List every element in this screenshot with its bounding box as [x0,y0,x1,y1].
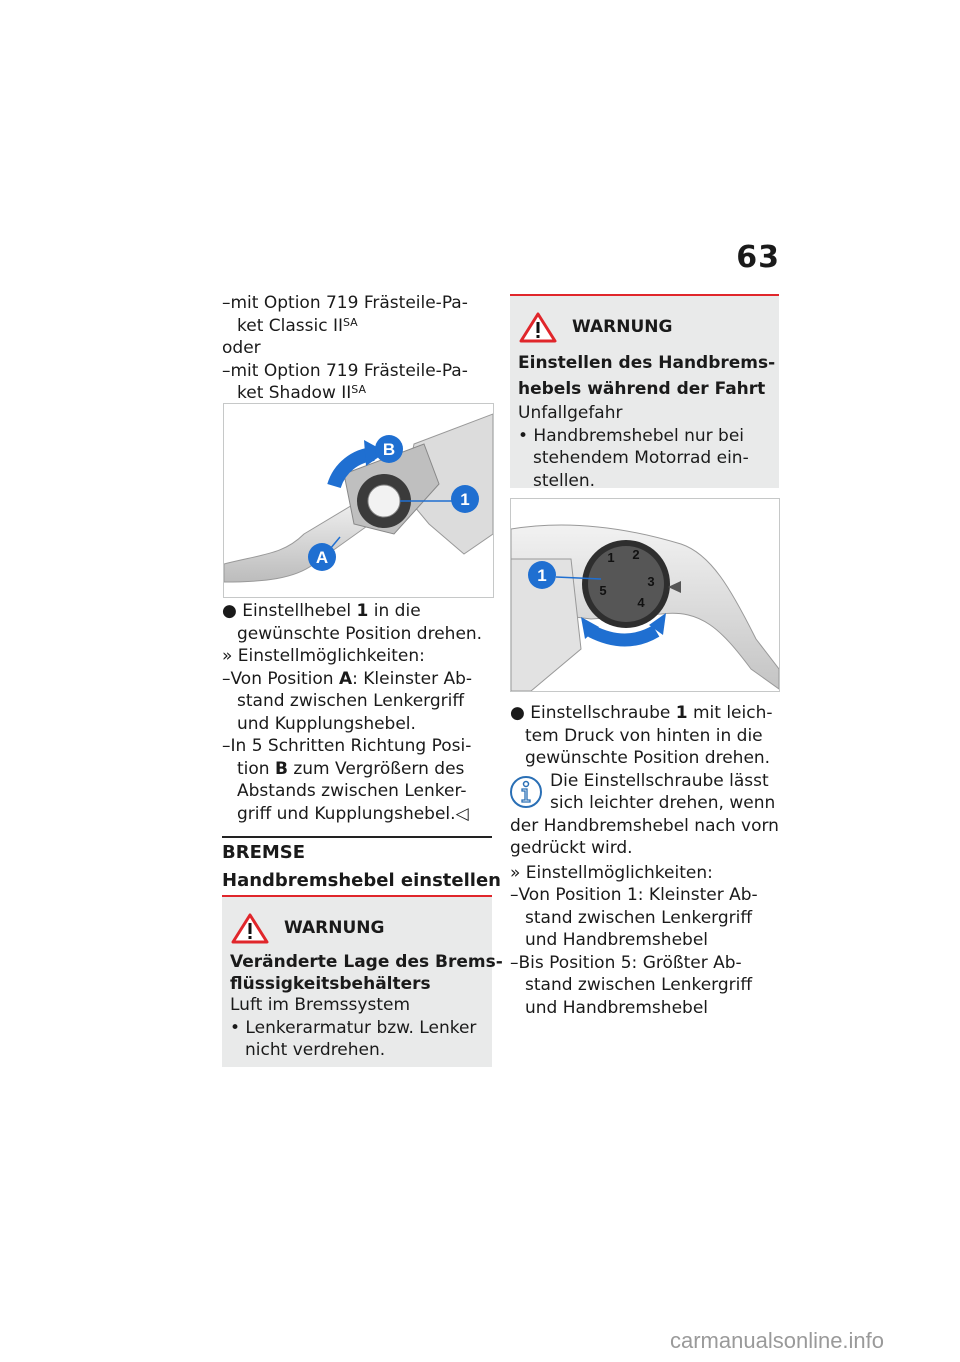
svg-text:1: 1 [607,550,615,565]
svg-text:5: 5 [599,583,607,598]
warning-box-left: WARNUNG Veränderte Lage des Brems- flüssigkeitsbehälters Luft im Bremssystem • Lenkerarmatur bzw. Lenker nicht verdrehen. [222,897,492,1067]
info-note: Die Einstellschraube lässt sich leichter drehen, wenn der Handbremshebel nach vorn gedrückt wird. [510,770,779,858]
instruction-step: ● Einstellhebel 1 in die [222,601,421,621]
brake-lever-figure [510,498,780,692]
page-number: 63 [736,240,780,275]
info-icon [508,774,544,810]
warning-triangle-icon [230,912,270,944]
callout-1: 1 [537,566,547,585]
result-line: » Einstellmöglichkeiten: [510,862,713,883]
warning-label: WARNUNG [572,316,673,337]
warning-label: WARNUNG [284,917,385,938]
warning-triangle-icon [518,311,558,343]
subsection-title: Handbremshebel einstellen [222,870,501,891]
option-classic: –mit Option 719 Frästeile-Pa- ket Classic $II^{SA}$ [222,293,468,336]
section-divider [222,836,492,838]
svg-text:2: 2 [632,547,640,562]
callout-a: A [315,548,329,567]
brake-lever-illustration [511,499,779,691]
clutch-lever-illustration [224,404,493,597]
callout-b: B [382,440,396,459]
result-line: » Einstellmöglichkeiten: [222,646,425,666]
brake-instructions: ● Einstellschraube 1 mit leich- tem Druck von hinten in die gewünschte Position drehen. Die Einstellschraube lässt sich leichter drehen, wenn der Handbremshebel nach vorn gedrückt wird. » Einstellmöglichkeiten: –Von Position 1: Kleinster Ab- stand zwischen Lenkergriff und Handbremshebel –Bis Position 5: Größter Ab- stand zwischen Lenkergriff und Handbremshebel [510,703,779,1018]
warning-box-right: WARNUNG Einstellen des Handbrems- hebels während der Fahrt Unfallgefahr • Handbremshebel nur bei stehendem Motorrad ein- stellen. [510,296,779,488]
end-mark-icon: ◁ [455,803,469,824]
option-shadow: –mit Option 719 Frästeile-Pa- ket Shadow $II^{SA}$ [222,360,468,403]
watermark: carmanualsonline.info [670,1328,885,1353]
callout-1: 1 [460,490,470,509]
clutch-instructions: ● Einstellhebel 1 in die gewünschte Position drehen. » Einstellmöglichkeiten: –Von Position A: Kleinster Ab- stand zwischen Lenkergriff und Kupplungshebel. –In 5 Schritten Richtung Posi- tion B zum Vergrößern des Abstands zwischen Lenker- griff und Kupplungshebel.◁ [222,600,494,825]
instruction-step: ● Einstellschraube 1 mit leich- [510,703,773,723]
option-separator: oder [222,338,261,358]
left-column [222,292,494,405]
svg-text:3: 3 [647,574,655,589]
clutch-lever-figure [223,403,494,598]
svg-text:4: 4 [637,595,645,610]
section-title: BREMSE [222,842,306,863]
